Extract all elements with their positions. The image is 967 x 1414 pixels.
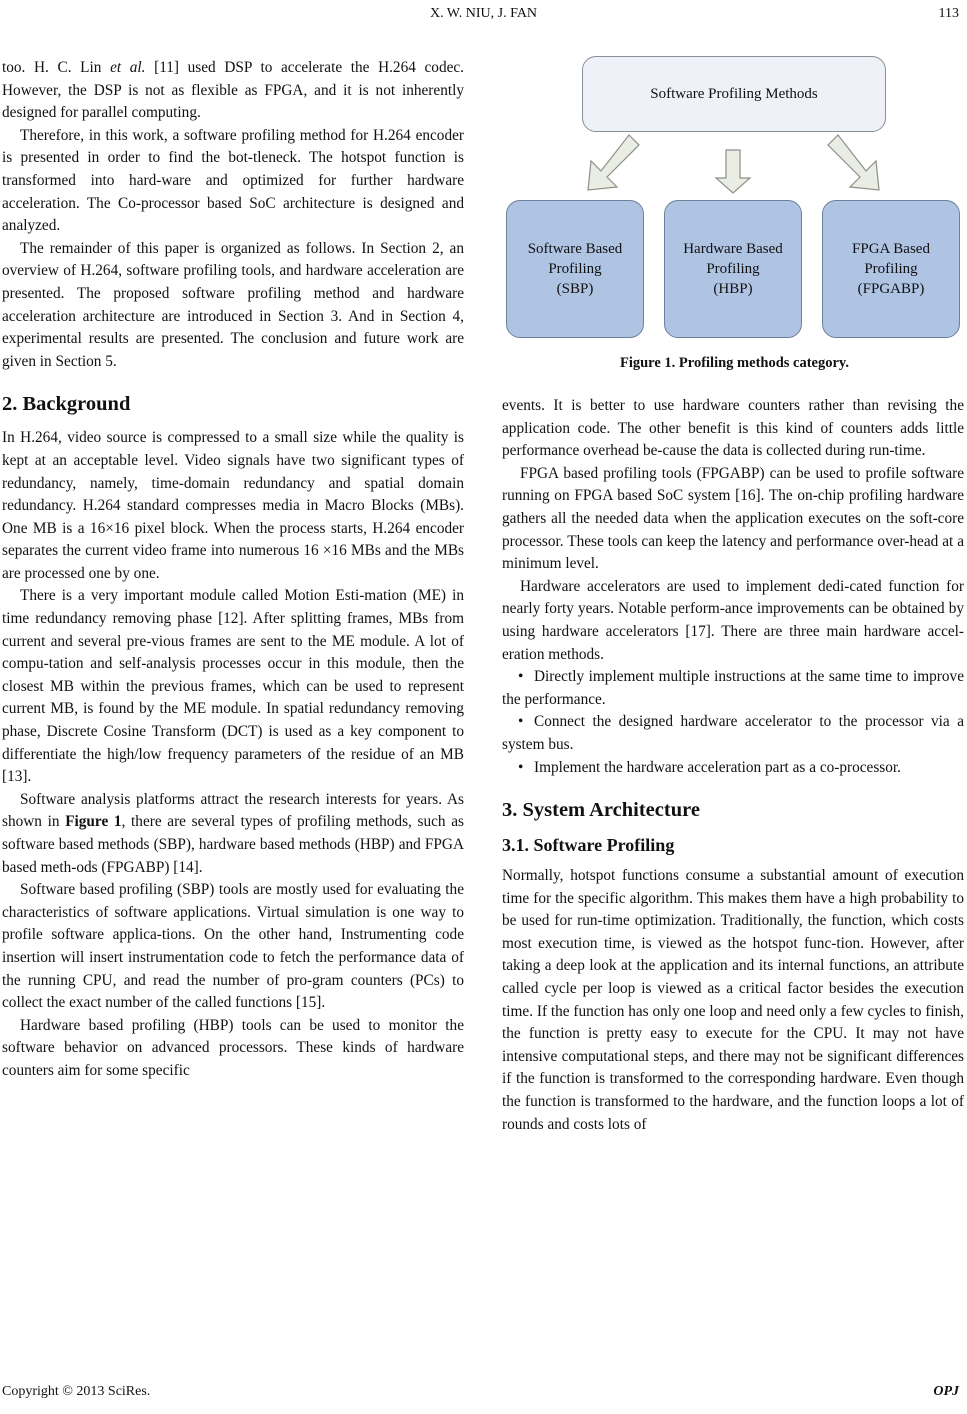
subsection-heading-software-profiling: 3.1. Software Profiling: [502, 835, 675, 856]
arrow-right: [828, 135, 879, 190]
hbp-box: Hardware Based Profiling (HBP): [664, 200, 802, 338]
figure-profiling-methods: [502, 50, 967, 390]
figure-reference: Figure 1: [65, 813, 122, 831]
sbp-box: Software Based Profiling (SBP): [506, 200, 644, 338]
section-heading-system-architecture: 3. System Architecture: [502, 799, 700, 822]
bullet-icon: •: [518, 713, 524, 731]
fpgabp-box: FPGA Based Profiling (FPGABP): [822, 200, 960, 338]
et-al-italic: et al.: [110, 59, 146, 76]
running-header-authors: X. W. NIU, J. FAN: [429, 6, 538, 21]
paragraph: Normally, hotspot functions consume a substantial amount of execution time for the specific algorithm. This makes them have a high probability to be used for run-time optimization. Traditionally, the function, which costs most execution time, is viewed as the hotspot func-tion. However, after taking a deep look at the application and its internal functions, an attribute called cycle per loop is viewed as a critical factor besides the execution time. If the function has only one loop and need only a few cycles to finish, the function is pretty easy to execute for the CPU. It may not have intensive computational steps, and there may not be significant differences if the function is transformed to the corresponding hardware. Even though the function is transformed to the hardware, and the function loops a lot of rounds and costs lots of: [502, 867, 964, 1133]
paragraph: There is a very important module called Motion Esti-mation (ME) in time redundancy removing phase [12]. After splitting frames, MBs from current and several pre-vious frames are sent to the ME module. A lot of compu-tation and self-analysis processes occur in this module, then the closest MB within the previous frames, which can be used to represent current MB, is found by the ME module. In spatial redundancy removing phase, Discrete Cosine Transform (DCT) is used as a key component to differentiate the high/low frequency parameters of the residue of an MB [13].: [2, 587, 464, 786]
profiling-methods-root-box: Software Profiling Methods: [582, 56, 886, 132]
paragraph: Therefore, in this work, a software profiling method for H.264 encoder is presented in order to find the bot-tleneck. The hotspot function is transformed into hard-ware and optimized for further hardware acceleration. The Co-processor based SoC architecture is designed and analyzed.: [2, 126, 464, 235]
paragraph: Hardware based profiling (HBP) tools can be used to monitor the software behavior on advanced processors. These kinds of hardware counters aim for some specific: [2, 1016, 464, 1079]
arrow-center: [716, 150, 750, 193]
paragraph: events. It is better to use hardware counters rather than revising the application code. The other benefit is this kind of counters adds little performance overhead be-cause the data is collected during run-time.: [502, 397, 964, 460]
paragraph: In H.264, video source is compressed to a small size while the quality is kept at an acceptable level. Video signals have two significant types of redundancy, namely, time-domain redundancy and spatial domain redundancy. H.264 standard compresses media in Macro Blocks (MBs). One MB is a 16×16 pixel block. When the process starts, H.264 encoder separates the current video frame into numerous 16 ×16 MBs and the MBs are processed one by one.: [2, 429, 464, 582]
paragraph: Software analysis platforms attract the research interests for years. As shown in Figure 1, there are several types of profiling methods, such as software based methods (SBP), hardware based methods (HBP) and FPGA based meth-ods (FPGABP) [14].: [2, 790, 464, 876]
bullet-icon: •: [518, 668, 524, 686]
paragraph: FPGA based profiling tools (FPGABP) can be used to profile software running on FPGA based SoC system [16]. The on-chip profiling hardware gathers all the needed data when the application executes on the soft-core processor. These tools can keep the latency and performance over-head at a minimum level.: [502, 464, 964, 573]
section-heading-background: 2. Background: [2, 393, 131, 416]
figure-caption: Figure 1. Profiling methods category.: [619, 355, 850, 371]
page-number: 113: [938, 6, 959, 21]
footer-copyright: Copyright © 2013 SciRes.: [2, 1384, 151, 1399]
right-column: [502, 395, 964, 1136]
bullet-item: • Directly implement multiple instructions at the same time to improve the performance.: [502, 668, 964, 708]
footer-journal: OPJ: [933, 1384, 959, 1399]
paragraph: Software based profiling (SBP) tools are mostly used for evaluating the characteristics of software applications. Virtual simulation is one way to profile software applica-tions. On the other hand, Instrumenting code insertion will insert instrumentation code to fetch the performance data of the running CPU, and read the number of pro-gram counters (PCs) to collect the exact number of the called functions [15].: [2, 881, 464, 1012]
paragraph: The remainder of this paper is organized as follows. In Section 2, an overview of H.264, software profiling tools, and hardware acceleration are presented. The proposed software profiling method and hardware acceleration architecture are introduced in Section 3. And in Section 4, experimental results are presented. The conclusion and future work are given in Section 5.: [2, 239, 464, 370]
left-column: [2, 57, 464, 1083]
bullet-item: • Implement the hardware acceleration part as a co-processor.: [502, 757, 964, 780]
paragraph: Hardware accelerators are used to implement dedi-cated function for nearly forty years. Notable perform-ance improvements can be obtained by using hardware accelerators [17]. There are three main hardware accel-eration methods.: [502, 577, 964, 663]
bullet-icon: •: [518, 758, 524, 776]
arrow-left: [588, 135, 639, 190]
paragraph: too. H. C. Lin et al. [11] used DSP to accelerate the H.264 codec. However, the DSP is not as flexible as FPGA, and it is not inherently designed for parallel computing.: [2, 59, 465, 122]
bullet-item: • Connect the designed hardware accelerator to the processor via a system bus.: [502, 713, 964, 753]
